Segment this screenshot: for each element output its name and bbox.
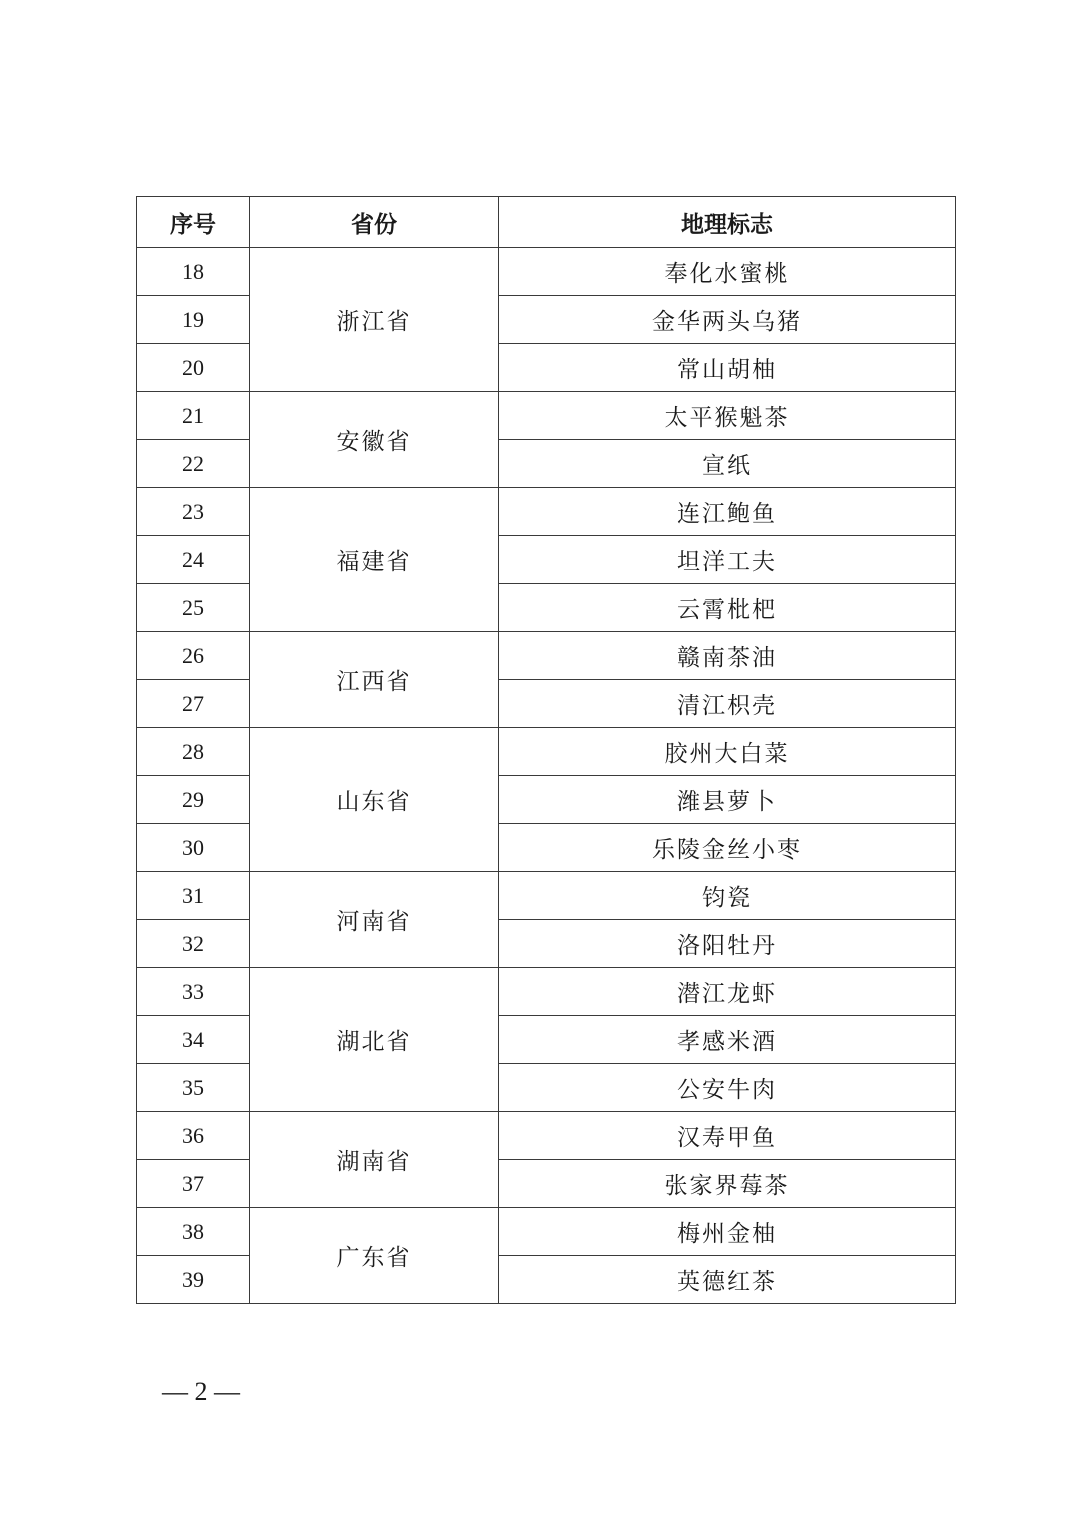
header-province: 省份 — [250, 197, 499, 248]
cell-number: 29 — [137, 776, 250, 824]
cell-geographical-indication: 清江枳壳 — [499, 680, 956, 728]
table-row — [137, 872, 956, 920]
cell-number: 25 — [137, 584, 250, 632]
table-row — [137, 488, 956, 536]
cell-geographical-indication: 潍县萝卜 — [499, 776, 956, 824]
cell-geographical-indication: 太平猴魁茶 — [499, 392, 956, 440]
table-row — [137, 392, 956, 440]
cell-province: 湖南省 — [250, 1112, 499, 1208]
cell-geographical-indication: 钧瓷 — [499, 872, 956, 920]
cell-number: 31 — [137, 872, 250, 920]
cell-province: 安徽省 — [250, 392, 499, 488]
cell-geographical-indication: 宣纸 — [499, 440, 956, 488]
cell-geographical-indication: 洛阳牡丹 — [499, 920, 956, 968]
cell-number: 23 — [137, 488, 250, 536]
cell-geographical-indication: 孝感米酒 — [499, 1016, 956, 1064]
table-row — [137, 968, 956, 1016]
cell-number: 38 — [137, 1208, 250, 1256]
cell-number: 28 — [137, 728, 250, 776]
cell-number: 30 — [137, 824, 250, 872]
cell-province: 福建省 — [250, 488, 499, 632]
cell-number: 21 — [137, 392, 250, 440]
cell-number: 39 — [137, 1256, 250, 1304]
table-row — [137, 632, 956, 680]
cell-province: 河南省 — [250, 872, 499, 968]
cell-number: 37 — [137, 1160, 250, 1208]
cell-number: 22 — [137, 440, 250, 488]
cell-number: 36 — [137, 1112, 250, 1160]
cell-number: 19 — [137, 296, 250, 344]
cell-province: 湖北省 — [250, 968, 499, 1112]
cell-geographical-indication: 常山胡柚 — [499, 344, 956, 392]
cell-province: 山东省 — [250, 728, 499, 872]
table-row — [137, 1208, 956, 1256]
cell-geographical-indication: 坦洋工夫 — [499, 536, 956, 584]
cell-geographical-indication: 张家界莓茶 — [499, 1160, 956, 1208]
table-header — [137, 197, 956, 248]
cell-geographical-indication: 赣南茶油 — [499, 632, 956, 680]
cell-number: 32 — [137, 920, 250, 968]
gi-table — [136, 196, 956, 1304]
cell-geographical-indication: 公安牛肉 — [499, 1064, 956, 1112]
cell-number: 20 — [137, 344, 250, 392]
cell-number: 27 — [137, 680, 250, 728]
cell-province: 广东省 — [250, 1208, 499, 1304]
header-number: 序号 — [137, 197, 250, 248]
cell-geographical-indication: 云霄枇杷 — [499, 584, 956, 632]
cell-geographical-indication: 连江鲍鱼 — [499, 488, 956, 536]
table-row — [137, 1112, 956, 1160]
header-row — [137, 197, 956, 248]
cell-geographical-indication: 胶州大白菜 — [499, 728, 956, 776]
cell-province: 江西省 — [250, 632, 499, 728]
page-number: — 2 — — [162, 1377, 240, 1406]
cell-number: 33 — [137, 968, 250, 1016]
cell-number: 35 — [137, 1064, 250, 1112]
cell-geographical-indication: 汉寿甲鱼 — [499, 1112, 956, 1160]
cell-number: 26 — [137, 632, 250, 680]
cell-geographical-indication: 乐陵金丝小枣 — [499, 824, 956, 872]
header-gi: 地理标志 — [499, 197, 956, 248]
cell-number: 24 — [137, 536, 250, 584]
cell-province: 浙江省 — [250, 248, 499, 392]
table-row — [137, 248, 956, 296]
cell-number: 18 — [137, 248, 250, 296]
cell-geographical-indication: 梅州金柚 — [499, 1208, 956, 1256]
cell-number: 34 — [137, 1016, 250, 1064]
cell-geographical-indication: 潜江龙虾 — [499, 968, 956, 1016]
table-row — [137, 728, 956, 776]
cell-geographical-indication: 奉化水蜜桃 — [499, 248, 956, 296]
table-body — [137, 248, 956, 1304]
cell-geographical-indication: 金华两头乌猪 — [499, 296, 956, 344]
cell-geographical-indication: 英德红茶 — [499, 1256, 956, 1304]
